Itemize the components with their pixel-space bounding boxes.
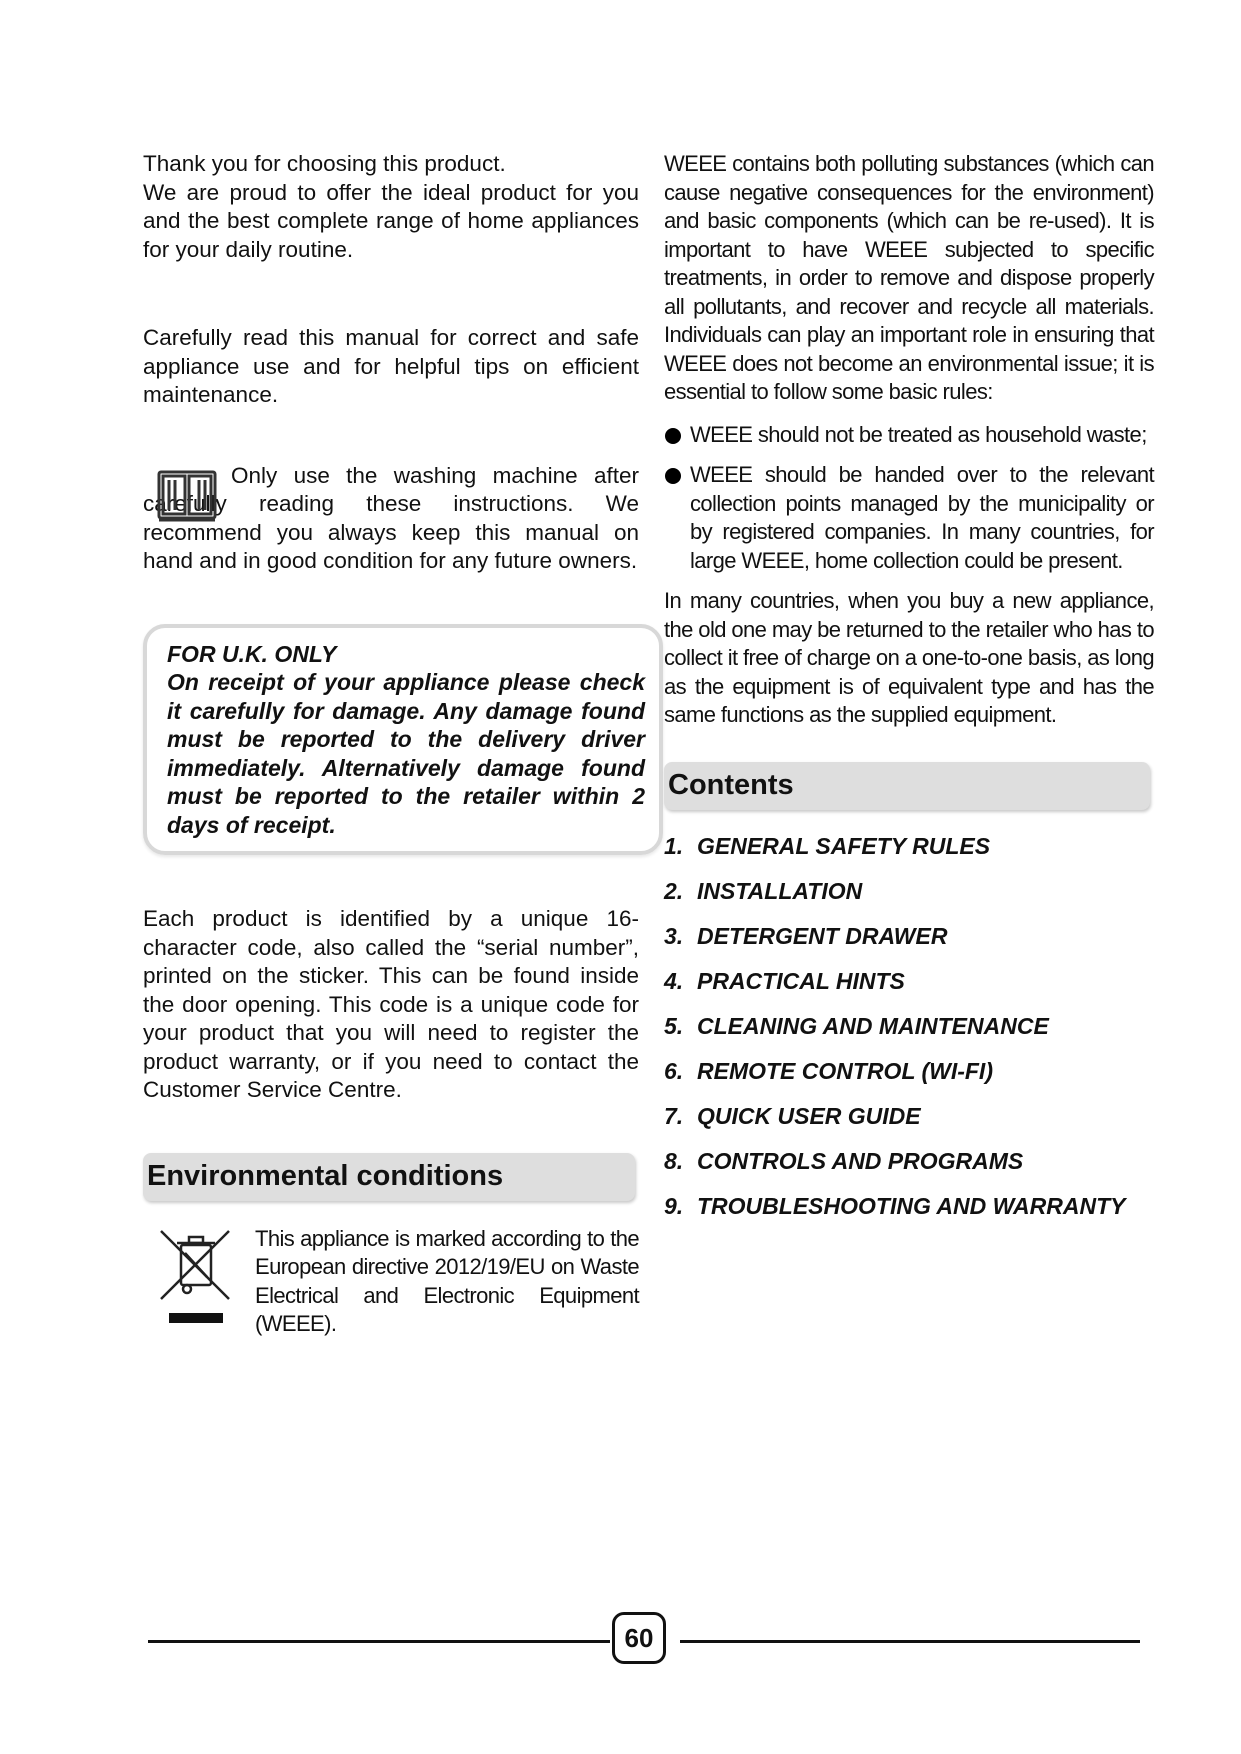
toc-number: 1. <box>664 832 684 859</box>
toc-number: 7. <box>664 1102 684 1129</box>
bullet-icon <box>665 468 681 484</box>
uk-notice-body: On receipt of your appliance please check it carefully for damage. Any damage found must be reported to the delivery driver immediately. Alternatively damage found must be reported to the retailer within 2 days of receipt. <box>167 669 645 838</box>
toc-item[interactable] <box>664 1192 1154 1220</box>
footer-rule-right <box>680 1640 1140 1643</box>
toc-label: PRACTICAL HINTS <box>697 967 905 994</box>
weee-mark-text: This appliance is marked according to the European directive 2012/19/EU on Waste Electrical and Electronic Equipment (WEEE). <box>255 1225 639 1336</box>
toc-number: 4. <box>664 967 684 994</box>
toc-number: 9. <box>664 1192 684 1219</box>
toc-item[interactable] <box>664 967 1154 995</box>
right-column <box>664 150 1154 1237</box>
uk-only-notice <box>143 624 663 856</box>
toc-label: GENERAL SAFETY RULES <box>697 832 991 859</box>
toc-item[interactable] <box>664 1012 1154 1040</box>
toc-number: 3. <box>664 922 684 949</box>
footer-rule-left <box>148 1640 610 1643</box>
uk-notice-title: FOR U.K. ONLY <box>167 640 337 667</box>
left-column <box>143 150 645 1345</box>
weee-contains-text: WEEE contains both polluting substances (which can cause negative consequences for the environment) and basic components (which can be re-used). It is important to have WEEE subjected to specific treatments, in order to remove and dispose properly all pollutants, and recover and recycle all materials. Individuals can play an important role in ensuring that WEEE does not become an environmental issue; it is essential to follow some basic rules: <box>664 151 1154 404</box>
environmental-heading-bar <box>143 1153 635 1201</box>
toc-label: CLEANING AND MAINTENANCE <box>697 1012 1049 1039</box>
toc-label: TROUBLESHOOTING AND WARRANTY <box>697 1192 1126 1219</box>
bullet-icon <box>665 428 681 444</box>
crossed-out-wheelie-bin-icon <box>159 1227 231 1329</box>
toc-item[interactable] <box>664 922 1154 950</box>
environmental-heading: Environmental conditions <box>147 1160 504 1192</box>
toc-item[interactable] <box>664 1102 1154 1130</box>
only-use-text: Only use the washing machine after carefully reading these instructions. We recommend you always keep this manual on hand and in good condition for any future owners. <box>143 462 639 573</box>
toc-number: 2. <box>664 877 684 904</box>
toc-item[interactable] <box>664 1057 1154 1085</box>
rule-text: WEEE should not be treated as household waste; <box>690 421 1147 447</box>
toc-item[interactable] <box>664 832 1154 860</box>
toc-number: 8. <box>664 1147 684 1174</box>
toc-label: CONTROLS AND PROGRAMS <box>697 1147 1024 1174</box>
list-item <box>664 421 1154 450</box>
rule-text: WEEE should be handed over to the relevant collection points managed by the municipality or by registered companies. In many countries, for large WEEE, home collection could be present. <box>690 462 1154 573</box>
toc-label: REMOTE CONTROL (WI-FI) <box>697 1057 993 1084</box>
contents-heading: Contents <box>668 769 794 801</box>
toc-label: INSTALLATION <box>697 877 863 904</box>
list-item <box>664 461 1154 575</box>
serial-number-text: Each product is identified by a unique 16-character code, also called the “serial number”, printed on the sticker. This can be found inside the door opening. This code is a unique code for your product that you will need to register the product warranty, or if you need to contact the Customer Service Centre. <box>143 906 639 1102</box>
toc-number: 6. <box>664 1057 684 1084</box>
table-of-contents <box>664 832 1154 1220</box>
contents-heading-bar <box>664 762 1150 810</box>
toc-label: QUICK USER GUIDE <box>697 1102 921 1129</box>
toc-label: DETERGENT DRAWER <box>697 922 948 949</box>
weee-mark-block <box>143 1225 639 1345</box>
new-appliance-text: In many countries, when you buy a new appliance, the old one may be returned to the retailer who has to collect it free of charge on a one-to-one basis, as long as the equipment is of equivalent type and has the same functions as the supplied equipment. <box>664 588 1154 727</box>
weee-rules-list <box>664 421 1154 576</box>
page-number: 60 <box>612 1612 666 1664</box>
toc-item[interactable] <box>664 1147 1154 1175</box>
proud-text: We are proud to offer the ideal product for you and the best complete range of home appliances for your daily routine. <box>143 179 639 262</box>
toc-number: 5. <box>664 1012 684 1039</box>
manual-note <box>143 462 639 576</box>
open-book-icon <box>155 466 219 524</box>
thanks-text: Thank you for choosing this product. <box>143 151 506 176</box>
toc-item[interactable] <box>664 877 1154 905</box>
read-manual-text: Carefully read this manual for correct and safe appliance use and for helpful tips on efficient maintenance. <box>143 325 639 407</box>
